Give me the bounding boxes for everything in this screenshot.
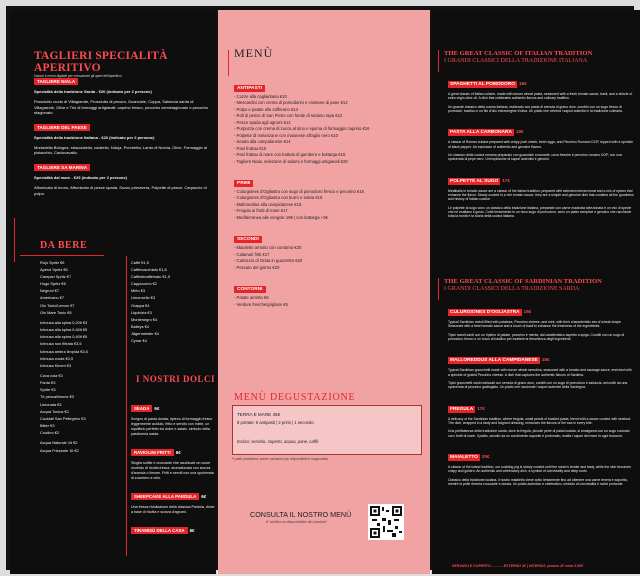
dish-tag: MALLOREDDUS ALLA CAMPIDANESE xyxy=(450,358,538,364)
menu-sections xyxy=(234,76,426,308)
drink-item: Cynar €4 xyxy=(131,338,147,344)
degustazione-box xyxy=(232,405,422,455)
dolce-row xyxy=(131,519,215,537)
dolci-title: I NOSTRI DOLCI xyxy=(136,374,216,384)
italian-subtitle: I GRANDI CLASSICI DELLA TRADIZIONE ITALIANA xyxy=(444,58,588,64)
menu-item: - Pani fruttau €10 xyxy=(234,145,267,151)
degustazione-name: TERRA E MARE 45€ xyxy=(237,412,281,417)
drink-item: Acqua Frizzante 1lt €2 xyxy=(40,447,79,453)
drink-item: Rojo Spritz €6 xyxy=(40,260,65,265)
dish-desc-it: Una prelibatezza della tradizione sarda, dove la fregula, piccole perle di pasta tostata, si amalgama con un sugo cucinato con i frutti di mare. Il piatto, avvolto da un condimento saporito e profumato, esalta i sapori del mare in ogni boccone. xyxy=(448,429,630,438)
drink-item: Gin Tonic/Lemon €7 xyxy=(40,302,75,308)
dish-row xyxy=(448,445,634,463)
dolce-tag: TIRAMISÙ DELLA CASA xyxy=(131,527,188,534)
dish-row xyxy=(448,120,634,138)
drink-item: Caffèmacchiato €1,8 xyxy=(131,267,167,273)
drink-item: Tè pesca/limone €3 xyxy=(40,394,74,400)
drink-item: Acqua Tonica €3 xyxy=(40,408,69,414)
dish-row xyxy=(448,397,634,415)
sardinian-subtitle: I GRANDI CLASSICI DELLA TRADIZIONE SARDA xyxy=(444,286,580,292)
degustazione-desc: 8 portate: 5 antipasti | 2 primi | 1 secondo xyxy=(237,420,314,425)
taglieri-title: TAGLIERI SPECIALITÀ APERITIVO xyxy=(34,50,168,74)
dish-row xyxy=(448,169,634,187)
drinks-list-1 xyxy=(40,259,126,454)
dish-tag: MAIALETTO xyxy=(450,455,478,461)
drink-item: Ichnusa non filtrata €3,5 xyxy=(40,341,82,347)
dish-desc-en: Typical Sardinian ravioli filled with potatoes, Pecorino cheese, and mint, with their characteristic ear of wheat shape. Seasoned with a fresh tomato sauce and a touch of basil to enhance the freshness of the ingredients. xyxy=(448,320,622,329)
drink-item: Limonata €3 xyxy=(40,401,62,407)
drink-item: Grappa €4 xyxy=(131,302,150,308)
menu-item: - Polpo e patate allo zafferano €14 xyxy=(234,106,298,112)
menu-item: - Cozze alla cagliaritana €10 xyxy=(234,94,287,99)
drink-item: Ichnusa ambra limpida €3,5 xyxy=(40,348,88,354)
drink-item: Ichnusa Kimeri €3 xyxy=(40,362,72,368)
dolce-tag: SHEEPCAKE ALLA PARDULA xyxy=(131,493,199,500)
menu-item: - Purpuzza con crema di zucca al timo e spuma di formaggio caprino €16 xyxy=(234,126,370,132)
dish-price: 15€ xyxy=(541,357,550,363)
drink-item: Acqua Naturale 1lt €2 xyxy=(40,440,78,446)
drink-item: Hugo Spritz €6 xyxy=(40,281,66,287)
dolce-row xyxy=(131,485,215,503)
dish-desc-en: A great classic of Italian cuisine, made with durum wheat pasta, seasoned with a fresh tomato sauce, basil, and a drizzle of extra virgin olive oil. A dish that celebrates authentic flavors and culinary tradition. xyxy=(448,92,633,101)
consult-sub: E verifica la disponibilità dei prodotti xyxy=(266,520,327,524)
tagliere-desc: Prosciutto crudo di Villagrande, Prosciutto di pecora, Guanciale, Coppa, Salsiccia sarda di Villagrande, Olive e Tris di formaggi artigianali: caprino fresco, pecorino semistagionato e pecorino stagionato. xyxy=(34,99,209,116)
dolce-price: 6€ xyxy=(201,494,207,499)
right-panel xyxy=(432,10,640,574)
dish-desc-en: A delicacy of the Sardinian tradition, where fregula, small pearls of toasted pasta, blend with a sauce cooked with seafood. The dish, wrapped in a tasty and fragrant dressing, enhances the flavors of the sea in every bite. xyxy=(448,416,632,426)
menu-item: - Polpette di melanzane con maionese all'aglio nero €10 xyxy=(234,132,338,138)
dish-desc-en: A classic of the island tradition, our suckling pig is slowly cooked until the meat is tender and tasty, while the skin becomes crispy and golden. An authentic and celebratory dish, a symbol of conviviality and deep roots. xyxy=(448,465,631,474)
dish-price: 16€ xyxy=(523,309,532,314)
drink-item: Gin Mare Tonic €8 xyxy=(40,309,72,315)
dish-tag: FREGULA xyxy=(450,406,474,412)
menu-item: - Verdure fresche/grigliate €5 xyxy=(234,301,288,307)
dolce-tag: SEADA xyxy=(131,405,152,412)
drink-item: Ichnusa alla spina 0,20lt €3 xyxy=(40,320,88,326)
section-tag: PRIMI xyxy=(234,180,253,187)
menu-item: - Seada alla campidanese €14 xyxy=(234,139,291,145)
menu-item: - Maialetto arrosto con contorno €20 xyxy=(234,245,302,251)
drink-item: Crodino €2 xyxy=(40,429,60,435)
menu-section xyxy=(234,76,426,165)
dish-row xyxy=(448,72,634,90)
italian-dishes xyxy=(448,72,634,219)
menu-section xyxy=(234,277,426,308)
dolce-desc: Sfoglia sottile e croccante che racchiude un cuore morbido di ricotta fresca, aromatizzata con scorza d'arancia o limone. Fritti e serviti con una spolverata di zucchero a velo. xyxy=(131,461,214,480)
drink-item: Mirto €3 xyxy=(131,288,146,294)
tagliere-desc: Mortadella Bologna, stracciatella, culatello, Nduja, Porchetta, Lardo di Norcia, Olive, Formaggio al pistacchio, Caciocavallo. xyxy=(34,145,207,156)
menu-item: - Roll di pesce di San Pietro con fonde di sedano rapa €12 xyxy=(234,113,343,119)
dish-tag: PASTA ALLA CARBONARA xyxy=(450,130,512,136)
dish-row xyxy=(448,300,634,318)
dolce-price: 6€ xyxy=(154,406,160,411)
dish-desc-it: Classico della tradizione isolana, il nostro maialetto viene cotto lentamente fino ad ottenere una carne tenera e saporita, mentre la pelle diventa croccante e dorata. Un piatto autentico e celebrativo, simbolo di convivialità e radici profonde. xyxy=(448,477,628,487)
section-tag: ANTIPASTI xyxy=(234,85,265,92)
dish-price: 20€ xyxy=(481,454,490,460)
menu-item: - Fregula ai frutti di mare €17 xyxy=(234,208,288,214)
middle-panel xyxy=(218,10,430,574)
dish-price: 19€ xyxy=(515,129,524,135)
drink-item: Ichnusa cruda €3,5 xyxy=(40,355,74,361)
dish-desc-it: Tipici ravioli sardi con un ripieno di patate, pecorino e menta, dal caratteristico aspetto a spiga. Conditi con un sugo di pomodoro fresco e un tocco di basilico per esaltare la freschezza degli ingredienti. xyxy=(448,332,625,342)
dolce-desc: Una fresca rivisitazione della classica Pardula, dolce a base di ricotta e scorza d'agrumi. xyxy=(131,505,215,514)
left-panel xyxy=(10,10,216,574)
tagliere-tag: TAGLIERE DEL PAESE xyxy=(34,124,90,131)
menu-item: - Malloreddus alla campidanese €15 xyxy=(234,201,302,207)
degustazione-incl: Inclusi: servizio, coperto, acqua, pane, caffè xyxy=(237,439,319,444)
menu-item: - Cartoccio di Orata in guazzetto €20 xyxy=(234,258,303,264)
sardinian-dishes xyxy=(448,300,634,487)
dish-row xyxy=(448,348,634,366)
section-tag: SECONDI xyxy=(234,236,262,243)
section-tag: CONTORNI xyxy=(234,286,266,293)
drink-item: Caffèdecaffeinato €1,5 xyxy=(131,274,171,280)
drink-item: Sprite €3 xyxy=(40,387,56,393)
drink-item: Negroni €7 xyxy=(40,288,60,294)
drink-item: Montenegro €4 xyxy=(131,316,158,322)
menu-section xyxy=(234,171,426,221)
taglieri-list xyxy=(34,70,210,196)
tagliere-desc: Affumicato di tonno, Affumicato di pesce spada, Suzzu primavera, Polpette di pesce, Carpaccio di polpo. xyxy=(34,185,207,196)
dish-tag: SPAGHETTI AL POMODORO xyxy=(450,82,515,87)
menu-item: - Pani frattau di mare con battuta di gambero e bottarga €15 xyxy=(234,152,346,158)
menu-section xyxy=(234,227,426,271)
menu-item: - Culurgiones d'Ogliastra con burro e salvia €16 xyxy=(234,195,323,201)
taglieri-subtitle: Vassoi e menù digitale per consumare gli aperi dell'aperitivo xyxy=(34,74,122,78)
dolce-price: 6€ xyxy=(175,450,181,455)
drink-item: Americano €7 xyxy=(40,295,65,301)
service-footer: SERVIZIO E COPERTO ——— ESTERNO 3€ | INTERNO: pranzo 2€ cena 2.50€ xyxy=(452,564,584,568)
dolce-desc: Scrigno di pasta dorata, ripieno di formaggio fresco leggermente acidulo, fritto e servito con miele, un equilibrio perfetto tra dolce e salato, simbolo della pasticceria sarda. xyxy=(131,417,213,436)
menu-item: - Culurgiones d'Ogliastra con sugo di pomodoro fresco e pecorino €16 xyxy=(234,188,364,194)
menu-item: - Tagliere Niala, selezione di salumi e formaggi artigianali €20 xyxy=(234,158,348,164)
drink-item: Liquirizia €3 xyxy=(131,309,152,315)
drink-item: Cappuccino €2 xyxy=(131,281,157,287)
drink-item: Bitter €3 xyxy=(40,422,55,428)
dish-desc-it: Tipici gnocchetti sardi realizzati con semola di grano duro, conditi con un sugo di pomodoro e salsiccia, arricchiti da una spolverata di pecorino grattugiato. Un piatto che racchiude i sapori autentici della Sardegna. xyxy=(448,381,628,390)
tagliere-tag: TAGLIERE NIALA xyxy=(34,78,78,85)
drink-item: Baileys €4 xyxy=(131,323,149,329)
drink-item: Ichnusa alla spina 0,40lt €5 xyxy=(40,327,88,333)
menu-title: MENÙ xyxy=(234,46,274,60)
tagliere-head: Specialità della tradizione Sarda - €20 (indicato per 2 persone) xyxy=(34,89,152,94)
dish-desc-en: Typical Sardinian gnocchetti made with durum wheat semolina, seasoned with a tomato and sausage sauce, enriched with a sprinkle of grated Pecorino cheese. A dish that captures the authentic flavors of Sardinia. xyxy=(448,368,632,377)
dish-price: 17€ xyxy=(502,177,510,183)
dish-tag: POLPETTE AL SUGO xyxy=(450,178,499,184)
sardinian-title: THE GREAT CLASSIC OF SARDINIAN TRADITION xyxy=(444,278,602,285)
italian-title: THE GREAT CLASSIC OF ITALIAN TRADITION xyxy=(444,50,593,57)
degustazione-title: MENÙ DEGUSTAZIONE xyxy=(234,392,356,403)
menu-item: - Calamari fritti €17 xyxy=(234,251,270,257)
dish-tag: CULURGIONES D'OGLIASTRA xyxy=(450,310,520,315)
dolce-price: 6€ xyxy=(189,528,195,533)
drink-item: Aperol Spritz €5 xyxy=(40,267,68,273)
drink-item: Cocktail San Pellegrino €3 xyxy=(40,415,86,421)
qr-code[interactable] xyxy=(368,504,404,540)
drink-item: Fanta €3 xyxy=(40,380,56,386)
dolce-row xyxy=(131,397,215,415)
drink-item: Caffè €1,5 xyxy=(131,260,149,265)
dish-desc-it: Un classico della cucina romana preparato con guanciale croccante, uova fresche e pecorino romano DOP, con una spolverata di pepe nero. Un'esplosione di sapori autentici e genuini. xyxy=(448,153,622,162)
dolci-list xyxy=(131,393,215,537)
drink-item: Ichnusa alla spina 0,40lt €5 xyxy=(40,334,88,340)
tagliere-head: Specialità della tradizione Italiana - €20 (indicato per 2 persone) xyxy=(34,134,155,140)
menu-item: - Pesce spada agli agrumi €12 xyxy=(234,119,291,125)
da-bere-title: DA BERE xyxy=(40,240,88,251)
menu-item: - Mediterranea alle vongole 19€ | con bottarga +3€ xyxy=(234,214,328,220)
drink-item: Coca cola €3 xyxy=(40,373,63,379)
menu-item: - Mescardini con crema di pomodorini e crostone di pane €12 xyxy=(234,100,348,106)
menu-item: - Pescato del giorno €20 xyxy=(234,264,280,270)
consult-title: CONSULTA IL NOSTRO MENÙ xyxy=(250,510,352,519)
dish-price: 17€ xyxy=(477,405,485,411)
degustazione-note: *I piatti potrebbero subire variazioni per disponibilità e stagionalità xyxy=(232,457,328,461)
drink-item: Jägermeister €4 xyxy=(131,330,159,336)
drink-item: Limoncello €3 xyxy=(131,295,156,301)
dish-desc-it: Un grande classico della cucina italiana, realizzato con pasta di semola di grano duro, condito con un sugo fresco di pomodori, basilico e un filo d'olio extravergine d'oliva. Un piatto che celebra i sapori autentici e la tradizione culinaria. xyxy=(448,104,623,114)
dish-desc-it: Le polpette al sugo sono un classico della tradizione italiana, preparate con carne macinata selezionata e un mix di spezie che ne esaltano il gusto. Cotte lentamente in un ricco sugo di pomodoro, sono un piatto semplice e genuino che racchiude tutta la bontà e la storia della cucina italiana. xyxy=(448,205,632,219)
dolce-row xyxy=(131,441,215,459)
tagliere-head: Specialità dal mare - €25 (indicato per 2 persone) xyxy=(34,174,127,180)
dish-price: 16€ xyxy=(518,81,527,86)
dolce-tag: RAVIOLINI FRITTI xyxy=(131,449,174,456)
menu-item: - Patate arrosto €5 xyxy=(234,295,269,301)
drink-item: Campari Spritz €7 xyxy=(40,274,72,280)
tagliere-tag: TAGLIERE SA MARINA xyxy=(34,164,90,171)
drinks-list-2 xyxy=(131,259,215,344)
dish-desc-en: Meatballs in tomato sauce are a classic of the Italian tradition, prepared with selected minced meat and a mix of spices that enhance the flavor. Slowly cooked in a rich tomato sauce, they are a simple and genuine dish that contains all the goodness and history of Italian cuisine. xyxy=(448,188,634,202)
dish-desc-en: A classic of Roman cuisine prepared with crispy pork cheek, fresh eggs, and Pecorino Romano DOP, topped with a sprinkle of black pepper. An explosion of authentic and genuine flavors. xyxy=(448,140,634,149)
